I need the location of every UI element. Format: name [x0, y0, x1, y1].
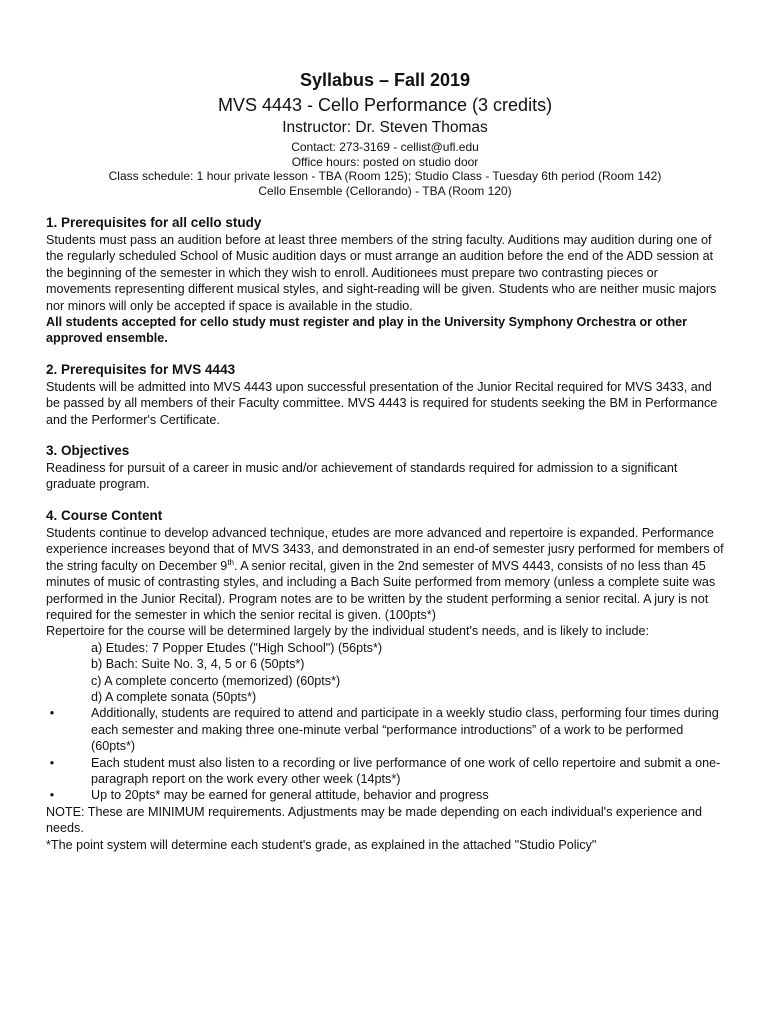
section-heading: 1. Prerequisites for all cello study [46, 215, 262, 230]
ensemble-line: Cello Ensemble (Cellorando) - TBA (Room 120) [258, 183, 512, 198]
section-body [46, 525, 726, 623]
section-body: Students will be admitted into MVS 4443 upon successful presentation of the Junior Recital required for MVS 3433, and be passed by all members of their Faculty committee. MVS 4443 is required for students seeking the BM in Performance and the Performer's Certificate. [46, 379, 718, 427]
list-item-text: Up to 20pts* may be earned for general attitude, behavior and progress [91, 788, 489, 803]
section-heading: 4. Course Content [46, 507, 163, 523]
course-title: MVS 4443 - Cello Performance (3 credits) [217, 95, 553, 115]
list-item: c) A complete concerto (memorized) (60pts*) [91, 673, 341, 688]
contact-line: Contact: 273-3169 - cellist@ufl.edu [291, 140, 479, 154]
section-heading: 3. Objectives [46, 443, 130, 459]
repertoire-intro: Repertoire for the course will be determined largely by the individual student's needs, and is likely to include: [46, 624, 650, 639]
bullet-icon: • [49, 755, 55, 770]
bullet-icon: • [49, 706, 55, 721]
syllabus-content [46, 214, 726, 867]
list-item-text: Additionally, students are required to attend and participate in a weekly studio class, performing four times during each semester and making three one-minute verbal “performance introductions” of a work to be performed (60pts*) [91, 706, 719, 754]
footnote-text: *The point system will determine each student's grade, as explained in the attached "Studio Policy" [46, 837, 597, 852]
instructor-line: Instructor: Dr. Steven Thomas [282, 119, 488, 136]
section-body: Readiness for pursuit of a career in music and/or achievement of standards required for admission to a significant graduate program. [46, 461, 678, 492]
body-part-a: Students continue to develop advanced technique, etudes are more advanced and repertoire is expanded. Performance experience increases beyond that of MVS 3433, and demonstrated in an end-of semester jusry performed for members of the string faculty on December 9 [46, 525, 724, 573]
section-course-content [46, 507, 726, 853]
list-item [46, 755, 726, 788]
section-prerequisites-all [46, 214, 726, 347]
contact-block [0, 140, 770, 198]
list-item: a) Etudes: 7 Popper Etudes ("High School") (56pts*) [91, 640, 383, 655]
body-part-b: . A senior recital, given in the 2nd semester of MVS 4443, consists of no less than 45 minutes of music of contrasting styles, and including a Bach Suite performed from memory (unless a complete suite was performed in the Junior Recital). Program notes are to be written by the student performing a senior recital. A jury is not required for the semester in which the senior recital is given. (100pts*) [46, 558, 716, 622]
repertoire-list [46, 640, 726, 706]
list-item [46, 787, 726, 803]
list-item: d) A complete sonata (50pts*) [91, 689, 257, 704]
list-item-text: Each student must also listen to a recording or live performance of one work of cello repertoire and submit a one-paragraph report on the work every other week (14pts*) [91, 755, 721, 786]
section-prerequisites-mvs [46, 361, 726, 428]
list-item: b) Bach: Suite No. 3, 4, 5 or 6 (50pts*) [91, 657, 305, 672]
note-text: NOTE: These are MINIMUM requirements. Adjustments may be made depending on each individual's experience and needs. [46, 804, 702, 836]
office-hours-line: Office hours: posted on studio door [291, 154, 479, 169]
ordinal-suffix: th [227, 557, 234, 567]
requirements-list [46, 705, 726, 803]
section-heading: 2. Prerequisites for MVS 4443 [46, 361, 236, 377]
section-body: Students must pass an audition before at least three members of the string faculty. Auditions may audition during one of the regularly scheduled School of Music audition days or must arrange an audition before the end of the ADD session at the beginning of the semester in which they wish to enroll. Auditionees must prepare two contrasting pieces or movements representing different musical styles, and sight-reading will be given. Students who are neither music majors nor minors will only be accepted if space is available in the studio. [46, 233, 717, 313]
list-item [46, 705, 726, 754]
page-title: Syllabus – Fall 2019 [299, 70, 471, 90]
section-objectives [46, 442, 726, 493]
section-bold-note: All students accepted for cello study must register and play in the University Symphony Orchestra or other approved ensemble. [46, 315, 688, 346]
bullet-icon: • [49, 788, 55, 803]
class-schedule-line: Class schedule: 1 hour private lesson - TBA (Room 125); Studio Class - Tuesday 6th period (Room 142) [108, 169, 662, 183]
